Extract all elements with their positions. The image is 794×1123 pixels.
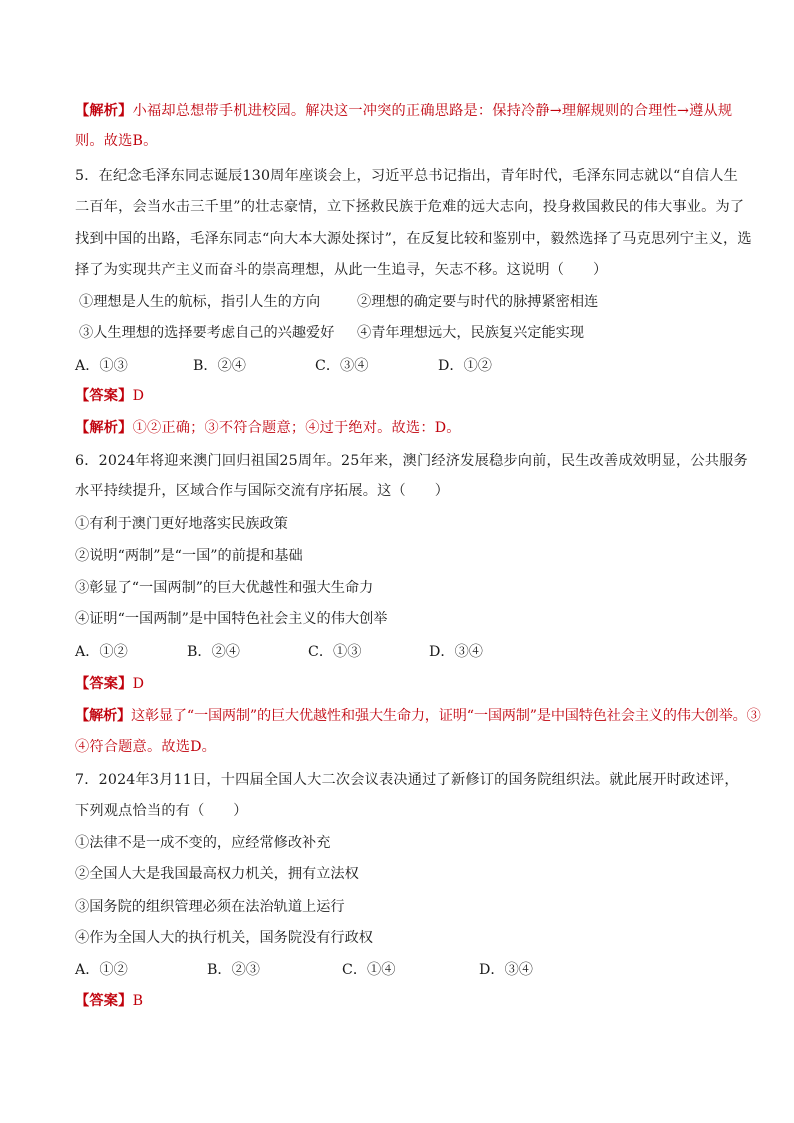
- q7-answer: B: [132, 993, 144, 1009]
- q6-statement-2: ②说明“两制”是“一国”的前提和基础: [75, 548, 303, 564]
- q5-option-b: B．②④: [193, 358, 246, 374]
- q4-analysis-text-1: 小福却总想带手机进校园。解决这一冲突的正确思路是：保持冷静→理解规则的合理性→遵从规: [132, 103, 733, 119]
- q5-answer-line: [75, 386, 144, 406]
- q6-option-d: D．③④: [429, 644, 483, 660]
- analysis-tag: 【解析】: [75, 708, 131, 724]
- q7-stem-line-2: 下列观点恰当的有（ ）: [75, 803, 248, 819]
- q6-stem-line-2: 水平持续提升，区域合作与国际交流有序拓展。这（ ）: [75, 483, 450, 499]
- q5-statement-2: ②理想的确定要与时代的脉搏紧密相连: [357, 294, 599, 310]
- q7-option-b: B．②③: [207, 962, 260, 978]
- q6-statement-4: ④证明“一国两制”是中国特色社会主义的伟大创举: [75, 611, 388, 627]
- q5-statement-1: ①理想是人生的航标，指引人生的方向: [79, 294, 321, 310]
- q6-analysis-line-2: ④符合题意。故选D。: [75, 739, 217, 755]
- q6-statement-1: ①有利于澳门更好地落实民族政策: [75, 516, 288, 532]
- q6-option-a: A．①②: [75, 644, 128, 660]
- analysis-tag: 【解析】: [75, 103, 133, 119]
- q5-analysis-text: ①②正确；③不符合题意；④过于绝对。故选：D。: [132, 420, 461, 436]
- q6-statement-3: ③彰显了“一国两制”的巨大优越性和强大生命力: [75, 580, 374, 596]
- q4-analysis-line-1: [75, 101, 732, 121]
- q5-stem-line-2: 二百年，会当水击三千里”的壮志豪情，立下拯救民族于危难的远大志向，投身救国救民的伟大事业。为了: [75, 199, 745, 215]
- q6-option-b: B．②④: [187, 644, 240, 660]
- q6-answer: D: [132, 676, 145, 692]
- q5-stem-line-1: 5．在纪念毛泽东同志诞辰130周年座谈会上，习近平总书记指出，青年时代，毛泽东同志就以“自信人生: [75, 168, 739, 184]
- q7-answer-line: [75, 991, 143, 1011]
- q5-stem-line-3: 找到中国的出路，毛泽东同志“向大本大源处探讨”，在反复比较和鉴别中，毅然选择了马克思列宁主义，选: [75, 231, 752, 247]
- analysis-tag: 【解析】: [75, 420, 133, 436]
- answer-tag: 【答案】: [75, 388, 133, 404]
- q7-stem-line-1: 7．2024年3月11日，十四届全国人大二次会议表决通过了新修订的国务院组织法。就此展开时政述评，: [75, 772, 739, 788]
- q7-statement-2: ②全国人大是我国最高权力机关，拥有立法权: [75, 866, 359, 882]
- q5-statement-3: ③人生理想的选择要考虑自己的兴趣爱好: [79, 325, 335, 341]
- q5-option-d: D．①②: [438, 358, 492, 374]
- q6-analysis-line-1: [75, 706, 761, 726]
- q7-option-d: D．③④: [479, 962, 533, 978]
- answer-tag: 【答案】: [75, 676, 133, 692]
- q7-statement-4: ④作为全国人大的执行机关，国务院没有行政权: [75, 930, 373, 946]
- q5-option-c: C．③④: [315, 358, 369, 374]
- q6-option-c: C．①③: [308, 644, 362, 660]
- q7-statement-3: ③国务院的组织管理必须在法治轨道上运行: [75, 899, 345, 915]
- q7-option-a: A．①②: [75, 962, 128, 978]
- q6-answer-line: [75, 674, 144, 694]
- q5-answer: D: [132, 388, 145, 404]
- q7-statement-1: ①法律不是一成不变的，应经常修改补充: [75, 835, 331, 851]
- q5-statement-4: ④青年理想远大，民族复兴定能实现: [357, 325, 585, 341]
- answer-tag: 【答案】: [75, 993, 133, 1009]
- q5-stem-line-4: 择了为实现共产主义而奋斗的崇高理想，从此一生追寻，矢志不移。这说明（ ）: [75, 262, 608, 278]
- q6-stem-line-1: 6．2024年将迎来澳门回归祖国25周年。25年来，澳门经济发展稳步向前，民生改善成效明显，公共服务: [75, 453, 748, 469]
- q4-analysis-line-2: 则。故选B。: [75, 133, 158, 149]
- q5-analysis-line: [75, 418, 461, 438]
- q5-option-a: A．①③: [75, 358, 128, 374]
- q7-option-c: C．①④: [342, 962, 396, 978]
- q6-analysis-text-1: 这彰显了“一国两制”的巨大优越性和强大生命力，证明“一国两制”是中国特色社会主义的伟大创举。③: [130, 708, 761, 724]
